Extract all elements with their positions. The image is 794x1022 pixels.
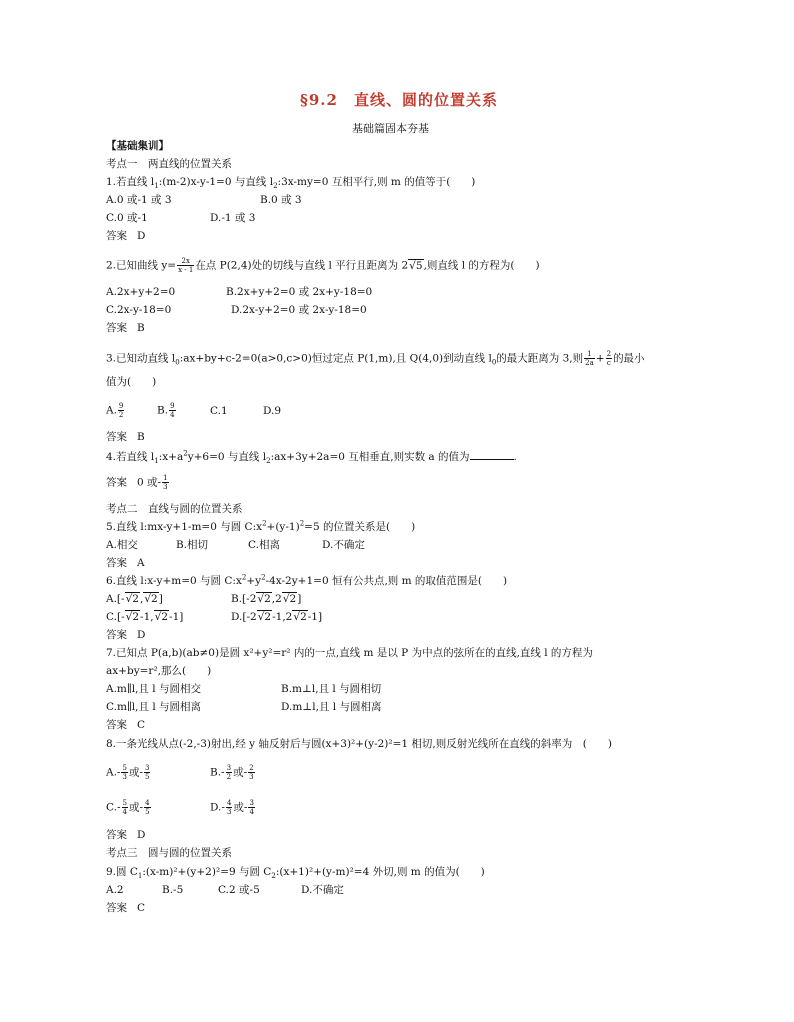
question-3-option-c: C.1 (210, 405, 228, 417)
question-8-option-d: D.- $\frac{4}{3}$ 或- $\frac{3}{4}$ (210, 799, 254, 816)
question-2-option-a: A.2x+y+2=0 (106, 286, 176, 298)
question-7-stem-line2: ax+by=r²,那么( ) (106, 665, 212, 677)
question-6-answer: 答案 D (106, 629, 146, 641)
question-6-option-b: B.[-2√2,2√2] (231, 593, 302, 605)
question-1-option-a: A.0 或-1 或 3 (106, 194, 172, 206)
kaodian-2-heading: 考点二 直线与圆的位置关系 (106, 503, 243, 515)
question-9-option-b: B.-5 (162, 884, 184, 896)
question-5-stem: 5.直线 l:mx-y+1-m=0 与圆 $C:x^2+(y-1)^2=5$ 的位置关系是( ) (106, 519, 416, 533)
question-8-option-c: C.- $\frac{5}{4}$ 或- $\frac{4}{5}$ (106, 799, 150, 816)
question-4-answer: 答案 0 或- $\frac{1}{3}$ (106, 474, 168, 491)
question-2-stem: 2.已知曲线 y= $\frac{2x}{x - 1}$ 在点 P(2,4)处的切线与直线 l 平行且距离为 2√5,则直线 l 的方程为( ) (106, 257, 540, 274)
question-7-option-c: C.m∥l,且 l 与圆相离 (106, 701, 202, 713)
question-9-option-d: D.不确定 (301, 884, 344, 896)
question-2-option-b: B.2x+y+2=0 或 2x+y-18=0 (226, 286, 373, 298)
page-subtitle: 基础篇固本夯基 (352, 122, 429, 135)
question-8-option-b: B.- $\frac{3}{2}$ 或- $\frac{2}{3}$ (210, 764, 254, 781)
section-label: 【基础集训】 (106, 140, 169, 152)
kaodian-3-heading: 考点三 圆与圆的位置关系 (106, 847, 232, 859)
question-7-option-a: A.m∥l,且 l 与圆相交 (106, 683, 201, 695)
question-2-answer: 答案 B (106, 322, 145, 334)
question-5-option-a: A.相交 (106, 539, 138, 551)
question-6-stem: 6.直线 l:x-y+m=0 与圆 $C:x^2+y^2-4x-2y+1=0$ 恒有公共点,则 m 的取值范围是( ) (106, 573, 508, 587)
question-6-option-c: C.[-√2-1,√2-1] (106, 611, 184, 623)
question-1-answer: 答案 D (106, 230, 146, 242)
question-3-stem: 3.已知动直线 $l_0:ax+by+c-2=0(a>0,c>0)$恒过定点 P(1,m),且 Q(4,0)到动直线 $l_0$的最大距离为 3,则 $\frac{1}{2a}$ + $\frac{2}{c}$ 的最小 (106, 350, 645, 367)
question-9-option-a: A.2 (106, 884, 124, 896)
question-1-option-c: C.0 或-1 (106, 212, 148, 224)
question-4-stem: 4.若直线 $l_1:x+a^2y+6=0$ 与直线 $l_2:ax+3y+2a=0$ 互相垂直,则实数 a 的值为 . (106, 449, 517, 466)
answer-blank (470, 449, 514, 460)
question-3-stem-cont: 值为( ) (106, 376, 157, 388)
question-8-option-a: A.- $\frac{5}{3}$ 或- $\frac{3}{5}$ (106, 764, 150, 781)
question-6-option-a: A.[-√2,√2] (106, 593, 163, 605)
question-7-stem-line1: 7.已知点 P(a,b)(ab≠0)是圆 x²+y²=r² 内的一点,直线 m 是以 P 为中点的弦所在的直线,直线 l 的方程为 (106, 647, 593, 659)
question-5-option-b: B.相切 (176, 539, 209, 551)
question-7-answer: 答案 C (106, 719, 146, 731)
question-3-option-b: B. $\frac{9}{4}$ (157, 402, 175, 419)
question-3-option-d: D.9 (263, 405, 282, 417)
question-5-option-c: C.相离 (248, 539, 280, 551)
question-8-stem: 8.一条光线从点(-2,-3)射出,经 y 轴反射后与圆(x+3)²+(y-2)²=1 相切,则反射光线所在直线的斜率为 ( ) (106, 738, 612, 750)
question-7-option-b: B.m⊥l,且 l 与圆相切 (281, 683, 382, 695)
question-3-option-a: A. $\frac{9}{2}$ (106, 402, 124, 419)
kaodian-1-heading: 考点一 两直线的位置关系 (106, 158, 232, 170)
question-7-option-d: D.m⊥l,且 l 与圆相离 (281, 701, 382, 713)
question-6-option-d: D.[-2√2-1,2√2-1] (231, 611, 323, 623)
question-9-option-c: C.2 或-5 (218, 884, 260, 896)
question-1-option-b: B.0 或 3 (260, 194, 302, 206)
question-9-answer: 答案 C (106, 902, 146, 914)
question-1-option-d: D.-1 或 3 (210, 212, 256, 224)
question-5-option-d: D.不确定 (322, 539, 365, 551)
question-2-option-d: D.2x-y+2=0 或 2x-y-18=0 (231, 304, 367, 316)
question-2-option-c: C.2x-y-18=0 (106, 304, 172, 316)
question-5-answer: 答案 A (106, 557, 145, 569)
question-3-answer: 答案 B (106, 431, 145, 443)
page-title: §9.2 直线、圆的位置关系 (300, 91, 498, 109)
question-9-stem: 9.圆 $C_1:(x-m)^2+(y+2)^2=9$ 与圆 $C_2:(x+1)^2+(y-m)^2=4$ 外切,则 m 的值为( ) (106, 866, 485, 881)
question-1-stem: 1.若直线 $l_1:(m-2)x-y-1=0$ 与直线 $l_2:3x-my=0$ 互相平行,则 m 的值等于( ) (106, 176, 476, 191)
question-8-answer: 答案 D (106, 829, 146, 841)
